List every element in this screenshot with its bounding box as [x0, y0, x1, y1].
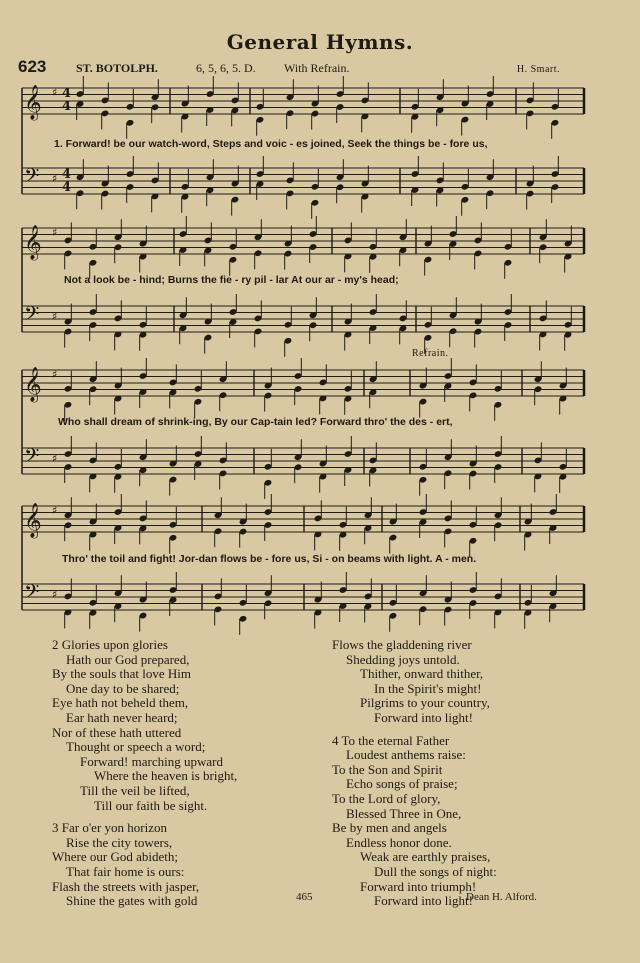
verse-line: 3 Far o'er yon horizon	[52, 820, 167, 836]
verse-line: Hath our God prepared,	[66, 651, 190, 667]
verse-line: Flash the streets with jasper,	[52, 878, 200, 894]
verse-line: Till the veil be lifted,	[80, 782, 190, 798]
verse-line: By the souls that love Him	[52, 666, 192, 682]
treble-clef-icon: 𝄞	[24, 503, 42, 538]
verse-line: In the Spirit's might!	[374, 680, 482, 696]
key-signature-sharp-icon: ♯	[52, 86, 58, 99]
verse-line: Pilgrims to your country,	[360, 695, 490, 711]
verse-line: Rise the city towers,	[66, 834, 173, 850]
key-signature-sharp-icon: ♯	[52, 310, 58, 323]
verse-line: Forward into light!	[374, 709, 473, 725]
verse-line: Flows the gladdening river	[332, 637, 472, 652]
verse-line: Nor of these hath uttered	[52, 724, 182, 740]
verse-line: Ear hath never heard;	[66, 709, 178, 725]
verse-line: Dull the songs of night:	[374, 863, 497, 879]
hymn-number: 623	[18, 57, 47, 76]
treble-clef-icon: 𝄞	[24, 85, 42, 120]
time-signature-numeral: 4	[62, 86, 72, 101]
tune-name: ST. BOTOLPH.	[76, 61, 158, 75]
verse-line: 2 Glories upon glories	[52, 637, 168, 652]
lyric-line-1: 1. Forward! be our watch-word, Steps and voic - es joined, Seek the things be - fore us,	[54, 138, 488, 150]
treble-clef-icon: 𝄞	[24, 367, 42, 402]
bass-clef-icon: 𝄢	[24, 580, 40, 608]
page-number: 465	[296, 891, 313, 903]
key-signature-sharp-icon: ♯	[52, 172, 58, 185]
verse-line: Blessed Three in One,	[346, 805, 462, 821]
time-signature-numeral: 4	[62, 180, 72, 195]
time-signature-numeral: 4	[62, 99, 72, 114]
verse-line: Thither, onward thither,	[360, 666, 484, 682]
verse-line: One day to be shared;	[66, 680, 180, 696]
verse-line: Forward! marching upward	[80, 753, 223, 769]
verse-line: Weak are earthly praises,	[360, 849, 491, 865]
meter: 6, 5, 6, 5. D.	[196, 61, 256, 75]
time-signature-numeral: 4	[62, 167, 72, 182]
author-credit: Dean H. Alford.	[466, 891, 537, 903]
key-signature-sharp-icon: ♯	[52, 368, 58, 381]
verse-line: Eye hath not beheld them,	[52, 695, 189, 711]
verse-line: Echo songs of praise;	[346, 776, 458, 792]
verse-line: Forward into triumph!	[360, 878, 477, 894]
verse-line: Thought or speech a word;	[66, 739, 206, 755]
key-signature-sharp-icon: ♯	[52, 452, 58, 465]
verse-line: Where the heaven is bright,	[94, 768, 238, 784]
composer: H. Smart.	[516, 64, 560, 75]
verse-line: Be by men and angels	[332, 820, 447, 836]
lyric-line-4: Thro' the toil and fight! Jor-dan flows be - fore us, Si - on beams with light. A - men.	[62, 553, 477, 565]
key-signature-sharp-icon: ♯	[52, 226, 58, 239]
verse-line: 4 To the eternal Father	[332, 732, 450, 748]
refrain-label: Refrain.	[412, 348, 449, 359]
bass-clef-icon: 𝄢	[24, 302, 40, 330]
verse-line: To the Son and Spirit	[332, 761, 443, 777]
bass-clef-icon: 𝄢	[24, 164, 40, 192]
verse-line: Shine the gates with gold	[66, 893, 198, 909]
direction: With Refrain.	[284, 61, 350, 75]
verse-line: To the Lord of glory,	[332, 790, 441, 806]
verse-line: Where our God abideth;	[52, 849, 178, 865]
verses-right-column	[332, 638, 497, 909]
verse-line: Loudest anthems raise:	[346, 747, 466, 763]
verse-line: Endless honor done.	[346, 834, 452, 850]
verse-line: Shedding joys untold.	[346, 651, 460, 667]
verse-line: Forward into light!	[374, 893, 473, 909]
verse-line: That fair home is ours:	[66, 863, 185, 879]
treble-clef-icon: 𝄞	[24, 225, 42, 260]
section-title: General Hymns.	[226, 30, 414, 54]
verses-left-column	[52, 638, 237, 909]
key-signature-sharp-icon: ♯	[52, 504, 58, 517]
bass-clef-icon: 𝄢	[24, 444, 40, 472]
key-signature-sharp-icon: ♯	[52, 588, 58, 601]
lyric-line-2: Not a look be - hind; Burns the fie - ry pil - lar At our ar - my's head;	[64, 274, 399, 286]
lyric-line-3: Who shall dream of shrink-ing, By our Cap-tain led? Forward thro' the des - ert,	[58, 416, 453, 428]
verse-line: Till our faith be sight.	[94, 797, 208, 813]
